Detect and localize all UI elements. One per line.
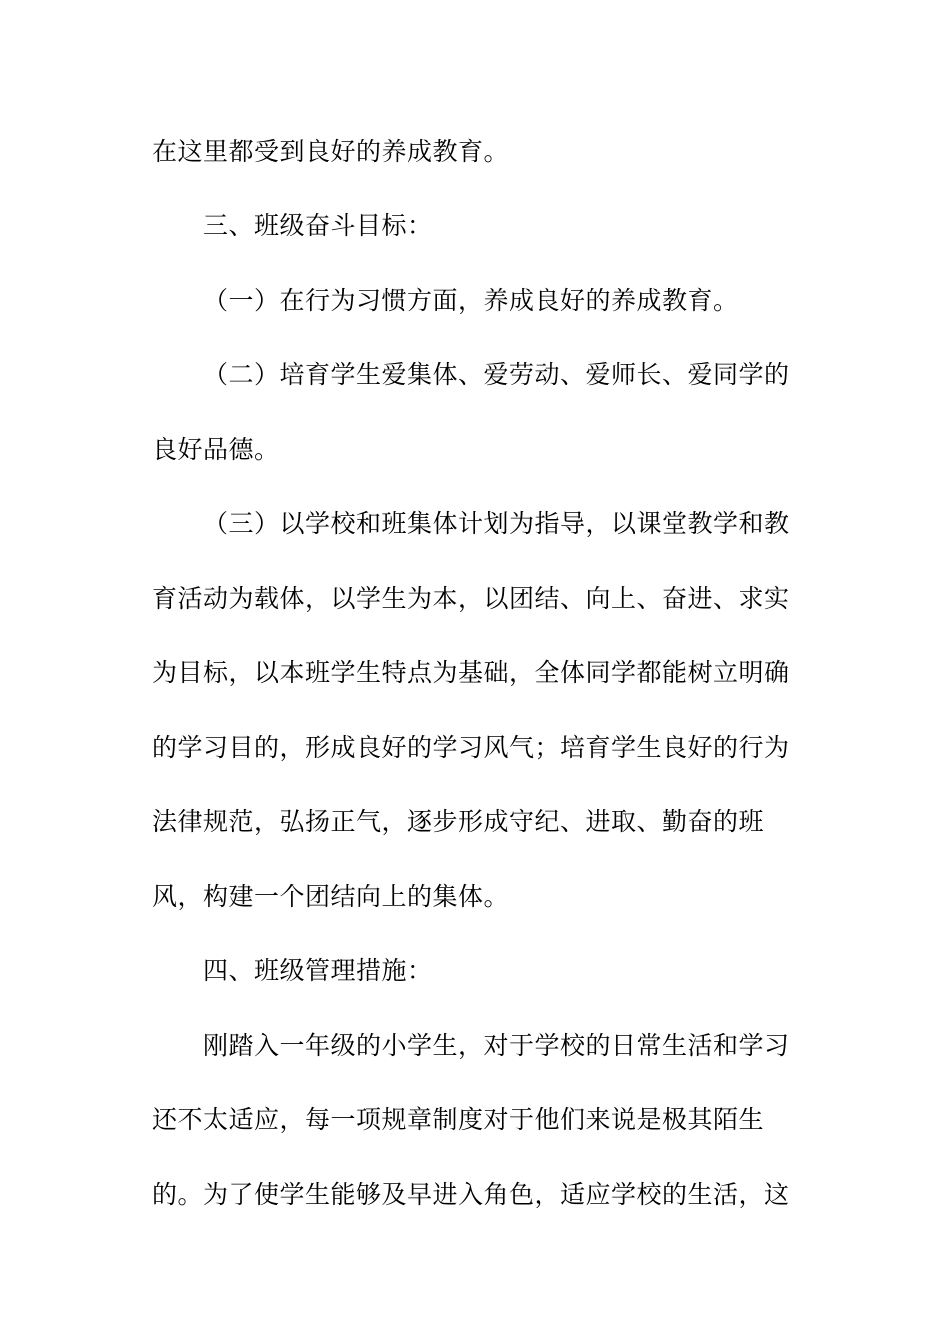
text-line: 还不太适应，每一项规章制度对于他们来说是极其陌生 [152, 1105, 765, 1134]
text-line: （二）培育学生爱集体、爱劳动、爱师长、爱同学的 [203, 360, 790, 389]
text-line: 为目标，以本班学生特点为基础，全体同学都能树立明确 [152, 658, 790, 687]
text-line: 风，构建一个团结向上的集体。 [152, 882, 510, 911]
text-line: 的学习目的，形成良好的学习风气；培育学生良好的行为 [152, 733, 790, 762]
text-line: 的。为了使学生能够及早进入角色，适应学校的生活，这 [152, 1180, 790, 1209]
text-line: 良好品德。 [152, 435, 280, 464]
text-line: 育活动为载体，以学生为本，以团结、向上、奋进、求实 [152, 584, 790, 613]
section-heading: 四、班级管理措施： [203, 956, 433, 985]
text-line: 法律规范，弘扬正气，逐步形成守纪、进取、勤奋的班 [152, 807, 765, 836]
text-line: 在这里都受到良好的养成教育。 [152, 137, 510, 166]
text-line: 刚踏入一年级的小学生，对于学校的日常生活和学习 [203, 1031, 790, 1060]
text-line: （一）在行为习惯方面，养成良好的养成教育。 [203, 286, 739, 315]
section-heading: 三、班级奋斗目标： [203, 211, 433, 240]
text-line: （三）以学校和班集体计划为指导，以课堂教学和教 [203, 509, 790, 538]
